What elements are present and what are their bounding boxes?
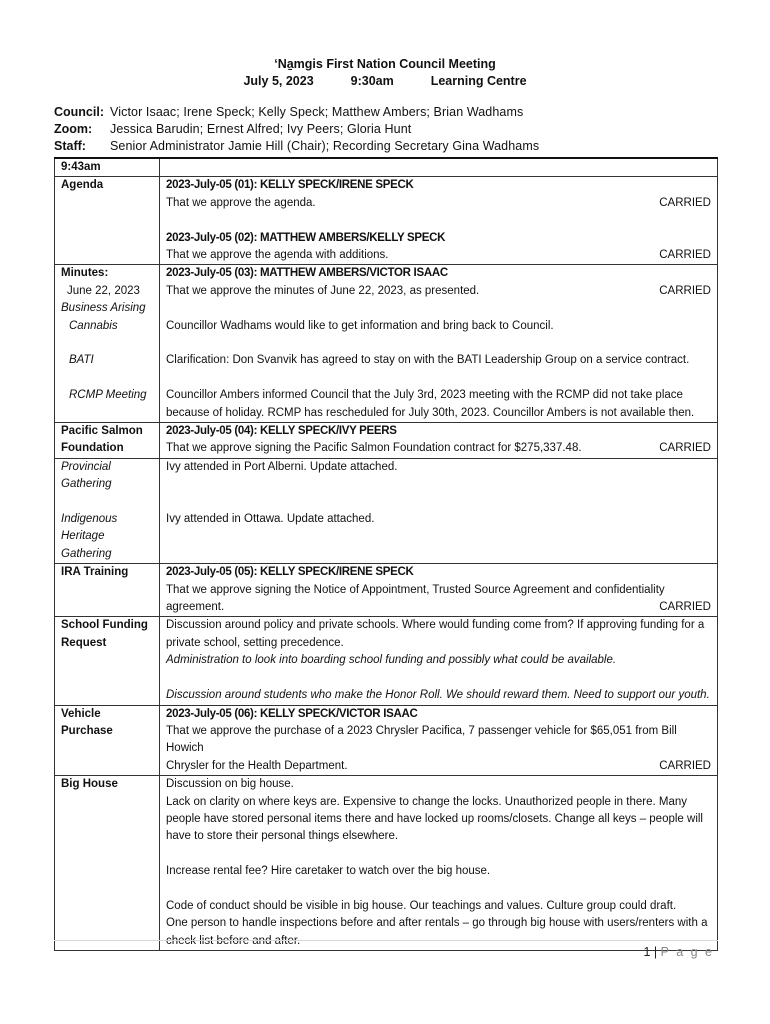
motion-line [166, 599, 711, 616]
school-text-3: Administration to look into boarding school funding and possibly what could be available. [166, 654, 617, 667]
minutes-content [160, 265, 718, 423]
vehicle-label-cell [55, 705, 160, 776]
indigenous-label-2: Heritage [61, 530, 105, 543]
minutes-label: Minutes: [61, 267, 109, 280]
meeting-date: July 5, 2023 [243, 74, 314, 88]
salmon-label-cell [55, 423, 160, 459]
school-label-1: School Funding [61, 619, 148, 632]
motion-text: That we approve signing the Pacific Salmon Foundation contract for $275,337.48. [166, 442, 582, 455]
bighouse-text-7: One person to handle inspections before and after rentals – go through big house with users/renters with a [166, 917, 708, 930]
zoom-names: Jessica Barudin; Ernest Alfred; Ivy Peers; Gloria Hunt [110, 122, 412, 136]
bati-label: BATI [69, 354, 94, 367]
school-label-cell [55, 617, 160, 705]
motion-heading: 2023-July-05 (05): KELLY SPECK/IRENE SPECK [166, 566, 414, 579]
meeting-title: ‘Na̱mgis First Nation Council Meeting [274, 57, 496, 71]
start-time-row [55, 158, 718, 177]
motion-text: That we approve signing the Notice of Appointment, Trusted Source Agreement and confidentiality [166, 583, 665, 596]
zoom-attendees [54, 122, 411, 136]
salmon-label-2: Foundation [61, 442, 124, 455]
bighouse-content [160, 776, 718, 951]
meeting-subtitle [0, 74, 770, 88]
minutes-table [54, 157, 718, 951]
staff-attendees [54, 139, 539, 153]
carried-label: CARRIED [659, 284, 711, 297]
carried-label: CARRIED [659, 196, 711, 209]
zoom-label: Zoom: [54, 122, 93, 136]
indigenous-text: Ivy attended in Ottawa. Update attached. [166, 513, 375, 526]
carried-label: CARRIED [659, 759, 711, 772]
ira-row [55, 564, 718, 617]
salmon-content [160, 423, 718, 459]
bighouse-text-2: Lack on clarity on where keys are. Expensive to change the locks. Unauthorized people in there. Many [166, 795, 687, 808]
bighouse-text-5: Increase rental fee? Hire caretaker to watch over the big house. [166, 865, 491, 878]
provincial-label-1: Provincial [61, 460, 111, 473]
council-label: Council: [54, 105, 104, 119]
provincial-text: Ivy attended in Port Alberni. Update attached. [166, 460, 398, 473]
minutes-date: June 22, 2023 [67, 284, 140, 297]
bighouse-row [55, 776, 718, 951]
cannabis-label: Cannabis [69, 319, 118, 332]
school-row [55, 617, 718, 705]
rcmp-label: RCMP Meeting [69, 389, 147, 402]
indigenous-label-3: Gathering [61, 547, 112, 560]
salmon-row [55, 423, 718, 459]
motion-line [166, 247, 711, 264]
footer-divider [54, 940, 718, 941]
motion-heading: 2023-July-05 (06): KELLY SPECK/VICTOR ISAAC [166, 707, 418, 720]
council-names: Victor Isaac; Irene Speck; Kelly Speck; Matthew Ambers; Brian Wadhams [110, 105, 524, 119]
motion-text: That we approve the agenda. [166, 196, 316, 209]
school-text-1: Discussion around policy and private schools. Where would funding come from? If approving funding for a [166, 619, 705, 632]
meeting-time: 9:30am [350, 74, 394, 88]
page-footer [643, 945, 714, 959]
agenda-content [160, 177, 718, 265]
school-text-4: Discussion around students who make the Honor Roll. We should reward them. Need to support our youth. [166, 689, 710, 702]
motion-heading: 2023-July-05 (01): KELLY SPECK/IRENE SPECK [166, 179, 414, 192]
minutes-label-cell [55, 265, 160, 423]
ira-label: IRA Training [55, 564, 160, 617]
page-separator: | [653, 945, 658, 959]
vehicle-row [55, 705, 718, 776]
vehicle-content [160, 705, 718, 776]
page-label: P a g e [660, 945, 714, 959]
indigenous-label-1: Indigenous [61, 513, 118, 526]
staff-label: Staff: [54, 139, 86, 153]
school-text-2: private school, setting precedence. [166, 636, 344, 649]
motion-text: agreement. [166, 601, 225, 614]
salmon-label-1: Pacific Salmon [61, 425, 143, 438]
rcmp-text-2: because of holiday. RCMP has rescheduled for July 30th, 2023. Councillor Ambers is not available then. [166, 406, 695, 419]
page-number: 1 [643, 945, 651, 959]
gathering-row [55, 458, 718, 563]
motion-line [166, 195, 711, 212]
start-time: 9:43am [55, 158, 160, 177]
motion-text: That we approve the purchase of a 2023 Chrysler Pacifica, 7 passenger vehicle for $65,051 from Bill Howich [166, 724, 677, 755]
motion-line [166, 283, 711, 300]
motion-heading: 2023-July-05 (03): MATTHEW AMBERS/VICTOR ISAAC [166, 267, 448, 280]
carried-label: CARRIED [659, 249, 711, 262]
cannabis-text: Councillor Wadhams would like to get information and bring back to Council. [166, 319, 554, 332]
bighouse-text-3: people have stored personal items there and have locked up rooms/closets. Change all keys – people will [166, 812, 703, 825]
bati-text: Clarification: Don Svanvik has agreed to stay on with the BATI Leadership Group on a service contract. [166, 354, 690, 367]
agenda-row [55, 177, 718, 265]
staff-names: Senior Administrator Jamie Hill (Chair); Recording Secretary Gina Wadhams [110, 139, 540, 153]
bighouse-text-6: Code of conduct should be visible in big house. Our teachings and values. Culture group could draft. [166, 899, 677, 912]
motion-heading: 2023-July-05 (04): KELLY SPECK/IVY PEERS [166, 425, 397, 438]
carried-label: CARRIED [659, 601, 711, 614]
rcmp-text-1: Councillor Ambers informed Council that the July 3rd, 2023 meeting with the RCMP did not take place [166, 389, 683, 402]
bighouse-text-1: Discussion on big house. [166, 778, 294, 791]
motion-heading: 2023-July-05 (02): MATTHEW AMBERS/KELLY SPECK [166, 231, 446, 244]
council-attendees [54, 105, 523, 119]
motion-line [166, 758, 711, 775]
agenda-label: Agenda [55, 177, 160, 265]
vehicle-label-1: Vehicle [61, 707, 101, 720]
gathering-label-cell [55, 458, 160, 563]
bighouse-text-4: have to store their personal things elsewhere. [166, 830, 399, 843]
minutes-row [55, 265, 718, 423]
provincial-label-2: Gathering [61, 478, 112, 491]
school-content [160, 617, 718, 705]
motion-text: That we approve the minutes of June 22, 2023, as presented. [166, 284, 480, 297]
motion-text: Chrysler for the Health Department. [166, 759, 348, 772]
meeting-location: Learning Centre [430, 74, 527, 88]
carried-label: CARRIED [659, 442, 711, 455]
motion-text: That we approve the agenda with additions. [166, 249, 389, 262]
school-label-2: Request [61, 636, 107, 649]
motion-line [166, 440, 711, 457]
vehicle-label-2: Purchase [61, 724, 113, 737]
business-arising-label: Business Arising [61, 302, 146, 315]
ira-content [160, 564, 718, 617]
gathering-content [160, 458, 718, 563]
bighouse-label: Big House [55, 776, 160, 951]
bighouse-text-8: check list before and after. [166, 934, 301, 947]
